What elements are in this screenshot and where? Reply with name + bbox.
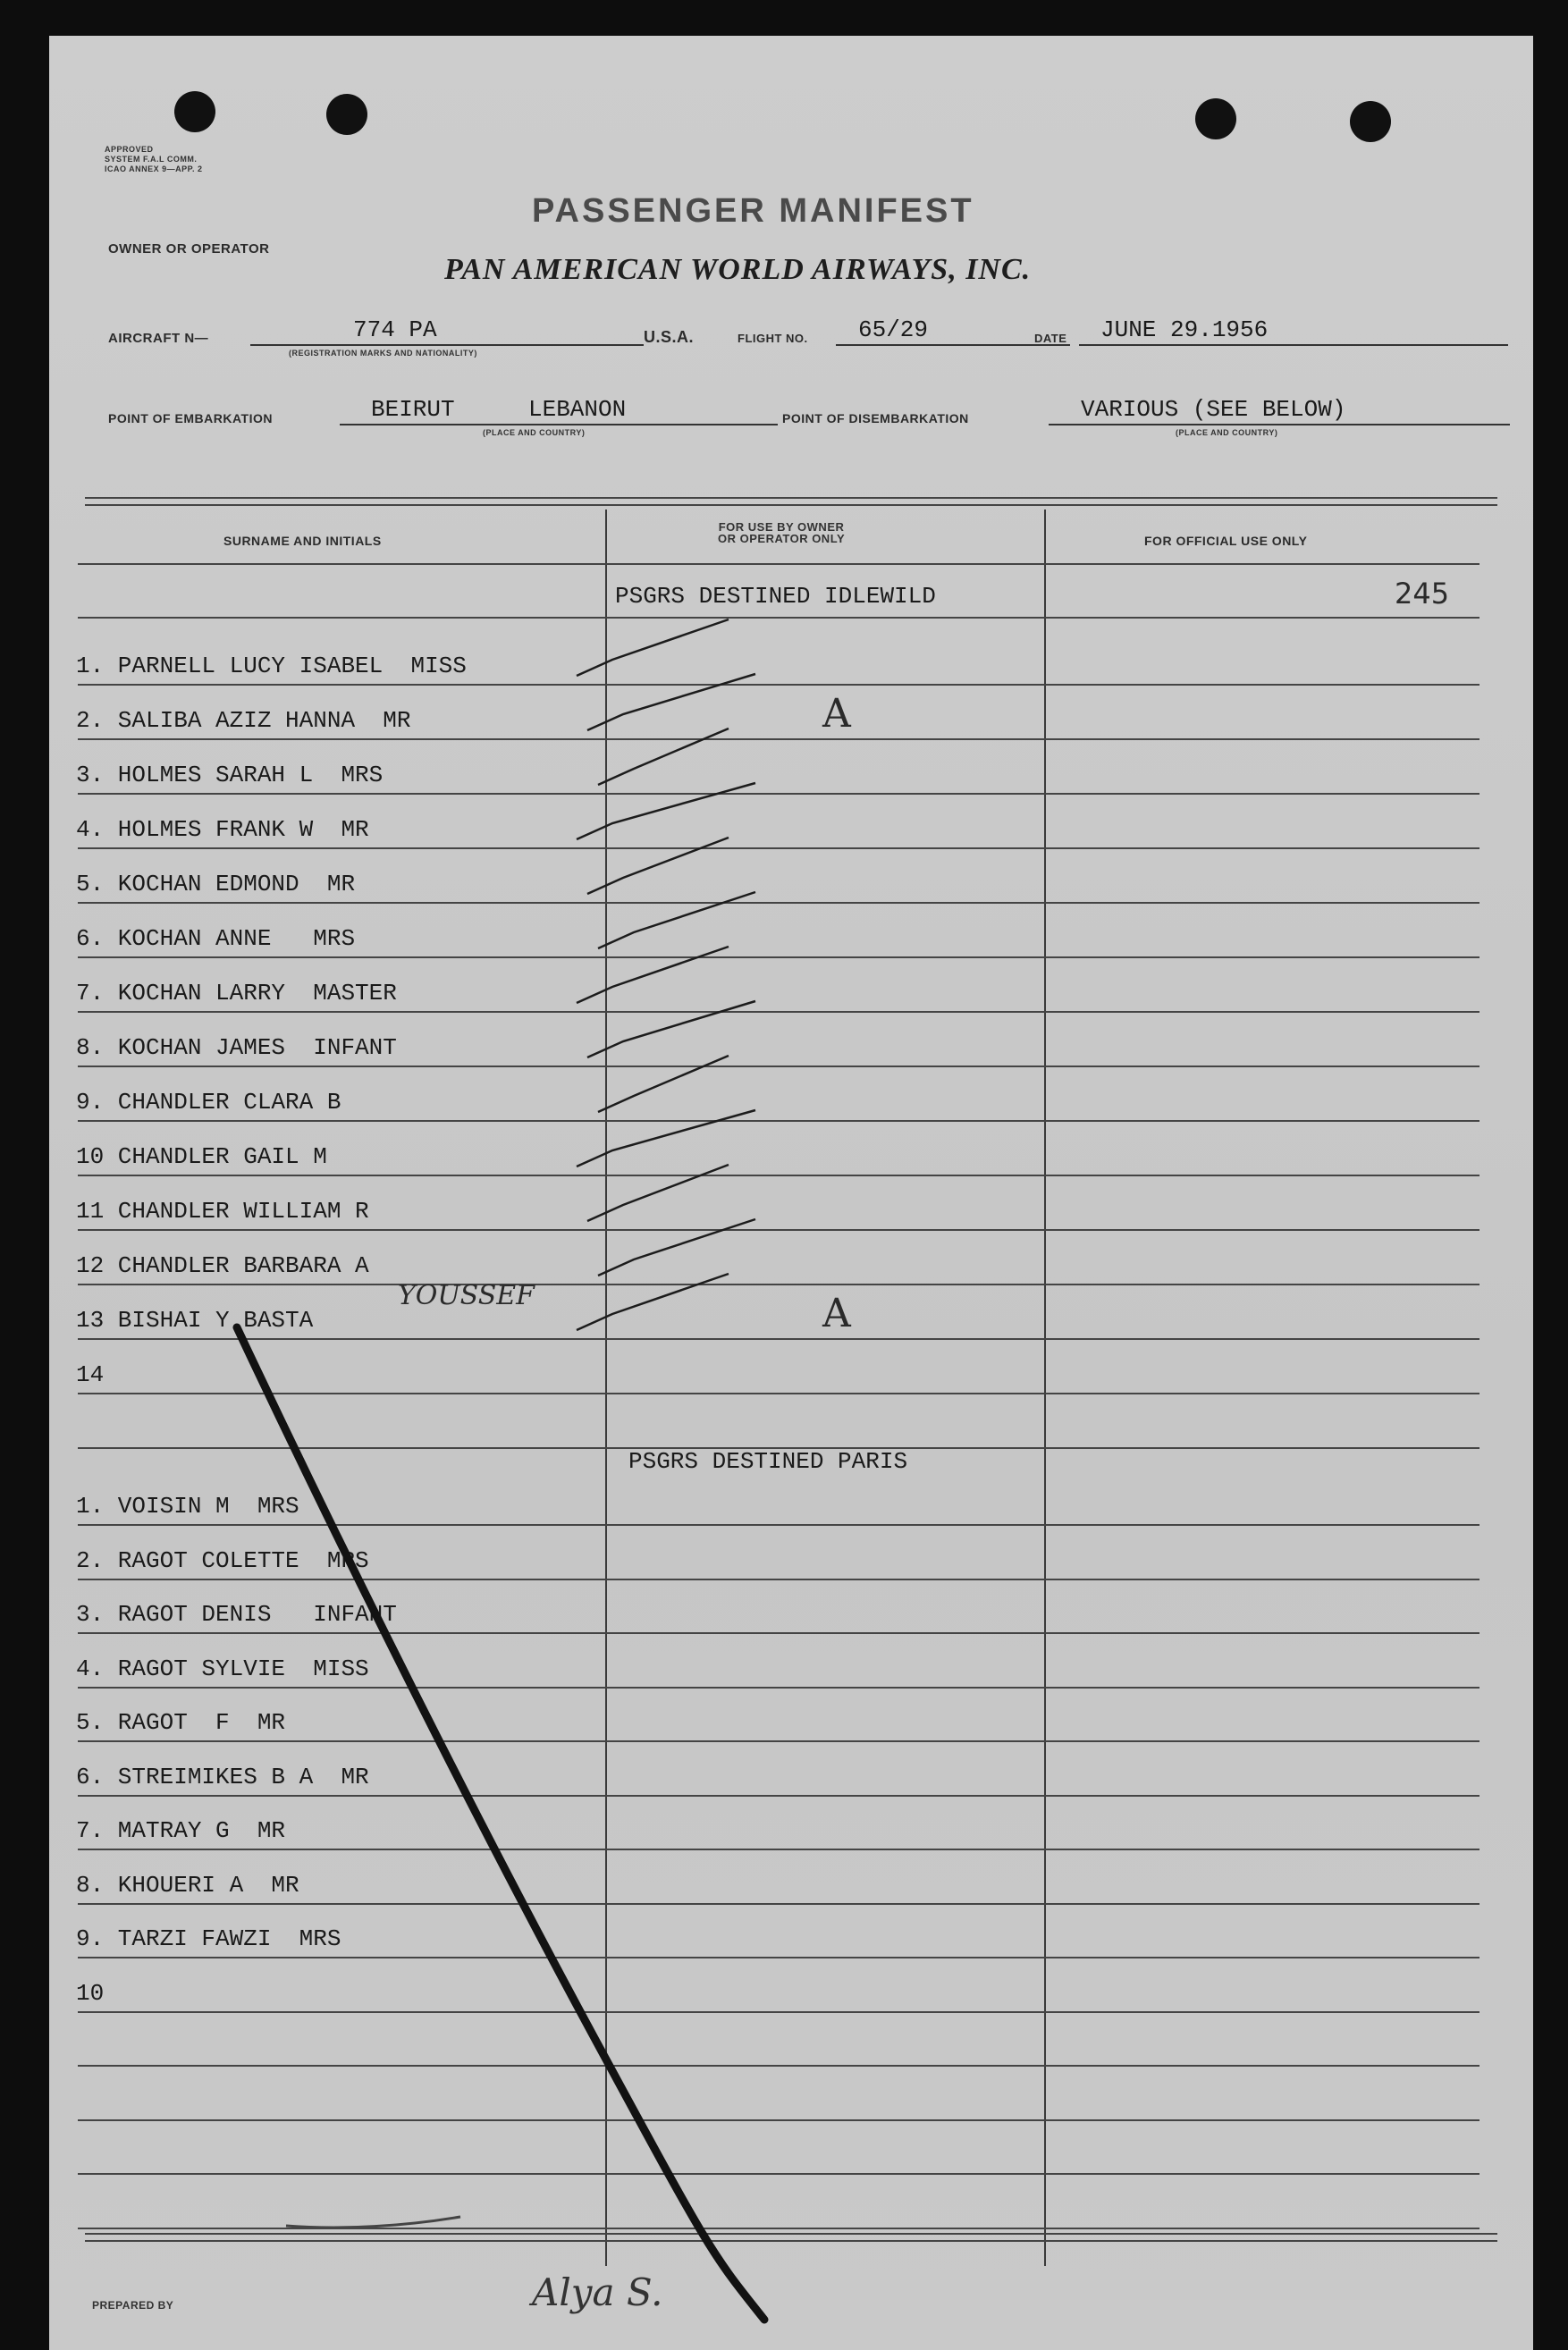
date-label: DATE	[1034, 332, 1067, 345]
row-rule-22	[78, 1740, 1479, 1742]
table-top-rule-2	[85, 504, 1497, 506]
row-rule-4	[78, 738, 1479, 740]
approval-line-2: SYSTEM F.A.L COMM.	[105, 155, 198, 164]
handwritten-youssef: YOUSSEF	[398, 1280, 535, 1311]
row-rule-30	[78, 2173, 1479, 2175]
row-rule-11	[78, 1120, 1479, 1122]
check-mark-6	[598, 892, 755, 948]
idlewild-row-9: 9. CHANDLER CLARA B	[76, 1089, 341, 1116]
row-rule-24	[78, 1849, 1479, 1850]
check-mark-7	[577, 947, 729, 1003]
idlewild-row-7: 7. KOCHAN LARRY MASTER	[76, 980, 397, 1007]
idlewild-row-2-mark: A	[822, 691, 851, 737]
official-note: 245	[1395, 577, 1450, 611]
idlewild-row-2: 2. SALIBA AZIZ HANNA MR	[76, 707, 411, 734]
row-rule-14	[78, 1284, 1479, 1285]
row-rule-29	[78, 2119, 1479, 2121]
country-label: U.S.A.	[644, 328, 695, 346]
row-rule-1	[78, 563, 1479, 565]
punch-hole-4	[1350, 101, 1391, 142]
row-rule-5	[78, 793, 1479, 795]
row-rule-31	[78, 2228, 1479, 2229]
row-rule-7	[78, 902, 1479, 904]
aircraft-label: AIRCRAFT N—	[108, 331, 209, 346]
idlewild-row-6: 6. KOCHAN ANNE MRS	[76, 925, 356, 952]
owner-label: OWNER OR OPERATOR	[108, 241, 270, 257]
row-rule-18	[78, 1524, 1479, 1526]
diagonal-cancel-stroke-short	[286, 2217, 460, 2228]
date-value: JUNE 29.1956	[1100, 316, 1269, 343]
row-rule-25	[78, 1903, 1479, 1905]
group-heading-idlewild: PSGRS DESTINED IDLEWILD	[615, 583, 936, 610]
check-mark-5	[587, 838, 729, 894]
registration-note: (REGISTRATION MARKS AND NATIONALITY)	[289, 349, 477, 358]
disembarkation-place-note: (PLACE AND COUNTRY)	[1176, 428, 1278, 437]
col-header-owner-use-line2: OR OPERATOR ONLY	[718, 532, 846, 545]
prepared-by-label: PREPARED BY	[92, 2299, 174, 2312]
column-divider-2	[1044, 510, 1046, 2266]
row-rule-26	[78, 1957, 1479, 1958]
embarkation-underline	[340, 424, 778, 425]
idlewild-row-11: 11 CHANDLER WILLIAM R	[76, 1198, 369, 1225]
embarkation-label: POINT OF EMBARKATION	[108, 411, 273, 425]
idlewild-row-14: 14	[76, 1361, 105, 1388]
row-rule-3	[78, 684, 1479, 686]
paris-row-8: 8. KHOUERI A MR	[76, 1871, 299, 1899]
check-mark-11	[587, 1165, 729, 1221]
preparer-signature: Alya S.	[532, 2270, 663, 2314]
diagonal-cancel-stroke	[237, 1327, 764, 2320]
date-underline	[1079, 344, 1508, 346]
check-mark-13	[577, 1274, 729, 1330]
idlewild-row-5: 5. KOCHAN EDMOND MR	[76, 871, 356, 897]
check-marks	[577, 619, 755, 1330]
idlewild-row-4: 4. HOLMES FRANK W MR	[76, 816, 369, 843]
operator-name: PAN AMERICAN WORLD AIRWAYS, INC.	[444, 253, 1032, 286]
paris-row-6: 6. STREIMIKES B A MR	[76, 1763, 369, 1790]
idlewild-row-13-mark: A	[822, 1291, 851, 1336]
check-mark-1	[577, 619, 729, 676]
approval-line-3: ICAO ANNEX 9—APP. 2	[105, 164, 203, 173]
row-rule-10	[78, 1066, 1479, 1067]
table-bottom-rule-1	[85, 2233, 1497, 2235]
row-rule-16	[78, 1393, 1479, 1394]
row-rule-2	[78, 617, 1479, 619]
approval-line-1: APPROVED	[105, 145, 154, 154]
embarkation-city: BEIRUT	[371, 396, 455, 423]
flight-value: 65/29	[858, 316, 929, 343]
disembarkation-underline	[1049, 424, 1510, 425]
table-bottom-rule-2	[85, 2240, 1497, 2242]
idlewild-row-13: 13 BISHAI Y BASTA	[76, 1307, 314, 1334]
embarkation-country: LEBANON	[528, 396, 627, 423]
idlewild-row-12: 12 CHANDLER BARBARA A	[76, 1252, 369, 1279]
embarkation-place-note: (PLACE AND COUNTRY)	[483, 428, 586, 437]
col-header-official: FOR OFFICIAL USE ONLY	[1144, 534, 1308, 548]
pen-marks-overlay	[49, 36, 1533, 2350]
paris-row-4: 4. RAGOT SYLVIE MISS	[76, 1655, 369, 1682]
punch-hole-1	[174, 91, 215, 132]
column-divider-1	[605, 510, 607, 2266]
row-rule-12	[78, 1175, 1479, 1176]
row-rule-13	[78, 1229, 1479, 1231]
table-top-rule-1	[85, 497, 1497, 499]
col-header-owner-use	[718, 521, 845, 544]
paris-row-5: 5. RAGOT F MR	[76, 1709, 286, 1736]
idlewild-row-1: 1. PARNELL LUCY ISABEL MISS	[76, 653, 467, 679]
aircraft-value: 774 PA	[353, 316, 437, 343]
row-rule-6	[78, 847, 1479, 849]
idlewild-row-3: 3. HOLMES SARAH L MRS	[76, 762, 384, 788]
punch-hole-3	[1195, 98, 1236, 139]
row-rule-19	[78, 1579, 1479, 1580]
col-header-surname: SURNAME AND INITIALS	[223, 534, 382, 548]
disembarkation-label: POINT OF DISEMBARKATION	[782, 411, 969, 425]
row-rule-21	[78, 1687, 1479, 1689]
aircraft-underline	[250, 344, 644, 346]
paris-row-7: 7. MATRAY G MR	[76, 1817, 286, 1844]
row-rule-8	[78, 956, 1479, 958]
disembarkation-value: VARIOUS (SEE BELOW)	[1081, 396, 1346, 423]
row-rule-15	[78, 1338, 1479, 1340]
idlewild-row-10: 10 CHANDLER GAIL M	[76, 1143, 327, 1170]
group-heading-paris: PSGRS DESTINED PARIS	[628, 1448, 908, 1475]
page-title: PASSENGER MANIFEST	[532, 192, 974, 230]
check-mark-4	[577, 783, 755, 839]
check-mark-10	[577, 1110, 755, 1167]
manifest-sheet	[49, 36, 1533, 2350]
check-mark-9	[598, 1056, 729, 1112]
idlewild-row-8: 8. KOCHAN JAMES INFANT	[76, 1034, 397, 1061]
row-rule-27	[78, 2011, 1479, 2013]
check-mark-8	[587, 1001, 755, 1057]
col-header-owner-use-line1: FOR USE BY OWNER	[718, 520, 845, 534]
check-mark-12	[598, 1219, 755, 1276]
paris-row-10: 10	[76, 1979, 105, 2007]
check-mark-2	[587, 674, 755, 730]
punch-hole-2	[326, 94, 367, 135]
paris-row-2: 2. RAGOT COLETTE MRS	[76, 1546, 369, 1574]
paris-row-9: 9. TARZI FAWZI MRS	[76, 1925, 341, 1952]
approval-stamp	[105, 145, 203, 174]
row-rule-20	[78, 1632, 1479, 1634]
row-rule-23	[78, 1795, 1479, 1797]
paris-row-1: 1. VOISIN M MRS	[76, 1493, 299, 1520]
check-mark-3	[598, 729, 729, 785]
row-rule-28	[78, 2065, 1479, 2067]
paris-row-3: 3. RAGOT DENIS INFANT	[76, 1601, 397, 1628]
row-rule-9	[78, 1011, 1479, 1013]
flight-label: FLIGHT NO.	[738, 332, 808, 345]
